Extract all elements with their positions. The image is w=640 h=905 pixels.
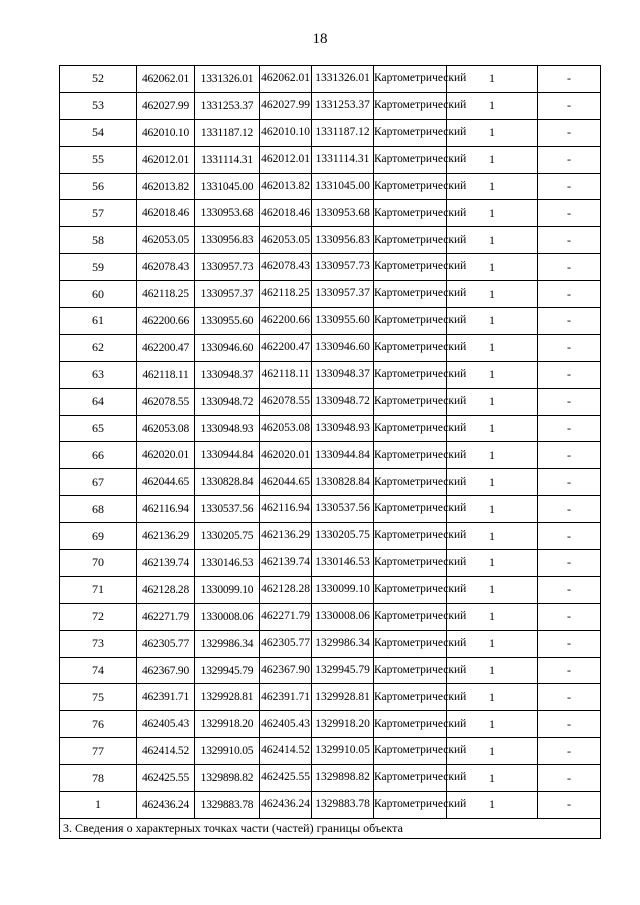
new-x-cell: 462018.46 (260, 200, 312, 227)
table-row (60, 603, 601, 630)
new-x-cell: 462044.65 (260, 469, 312, 496)
table-row (60, 469, 601, 496)
point-number-cell: 66 (60, 442, 137, 469)
point-description-cell: - (538, 173, 601, 200)
method-cell: Картометрический (374, 442, 447, 469)
existing-x-cell: 462116.94 (137, 496, 195, 523)
method-cell: Картометрический (374, 523, 447, 550)
existing-x-cell: 462118.11 (137, 361, 195, 388)
existing-x-cell: 462136.29 (137, 523, 195, 550)
accuracy-cell: 1 (447, 576, 538, 603)
existing-x-cell: 462305.77 (137, 630, 195, 657)
accuracy-cell: 1 (447, 603, 538, 630)
accuracy-cell: 1 (447, 388, 538, 415)
table-row (60, 684, 601, 711)
existing-y-cell: 1330146.53 (195, 550, 260, 577)
new-y-cell: 1331326.01 (312, 66, 374, 93)
point-description-cell: - (538, 442, 601, 469)
method-cell: Картометрический (374, 200, 447, 227)
new-y-cell: 1330948.93 (312, 415, 374, 442)
accuracy-cell: 1 (447, 173, 538, 200)
new-y-cell: 1331187.12 (312, 119, 374, 146)
existing-x-cell: 462078.55 (137, 388, 195, 415)
new-y-cell: 1330944.84 (312, 442, 374, 469)
new-y-cell: 1330948.72 (312, 388, 374, 415)
method-cell: Картометрический (374, 361, 447, 388)
accuracy-cell: 1 (447, 254, 538, 281)
table-row (60, 496, 601, 523)
point-number-cell: 78 (60, 765, 137, 792)
point-description-cell: - (538, 281, 601, 308)
accuracy-cell: 1 (447, 496, 538, 523)
table-row (60, 200, 601, 227)
existing-y-cell: 1331114.31 (195, 146, 260, 173)
accuracy-cell: 1 (447, 146, 538, 173)
existing-y-cell: 1329910.05 (195, 738, 260, 765)
existing-x-cell: 462391.71 (137, 684, 195, 711)
new-x-cell: 462436.24 (260, 792, 312, 819)
accuracy-cell: 1 (447, 523, 538, 550)
point-description-cell: - (538, 254, 601, 281)
new-x-cell: 462271.79 (260, 603, 312, 630)
existing-y-cell: 1331326.01 (195, 66, 260, 93)
new-x-cell: 462078.43 (260, 254, 312, 281)
existing-y-cell: 1329945.79 (195, 657, 260, 684)
section-heading: 3. Сведения о характерных точках части (частей) границы объекта (60, 818, 601, 838)
existing-x-cell: 462425.55 (137, 765, 195, 792)
new-x-cell: 462118.25 (260, 281, 312, 308)
existing-x-cell: 462128.28 (137, 576, 195, 603)
existing-y-cell: 1330948.72 (195, 388, 260, 415)
accuracy-cell: 1 (447, 469, 538, 496)
page-number: 18 (312, 31, 328, 47)
existing-x-cell: 462018.46 (137, 200, 195, 227)
new-y-cell: 1330008.06 (312, 603, 374, 630)
new-x-cell: 462128.28 (260, 576, 312, 603)
table-row (60, 738, 601, 765)
new-y-cell: 1329898.82 (312, 765, 374, 792)
point-number-cell: 59 (60, 254, 137, 281)
existing-y-cell: 1330537.56 (195, 496, 260, 523)
new-x-cell: 462136.29 (260, 523, 312, 550)
existing-x-cell: 462053.08 (137, 415, 195, 442)
new-y-cell: 1329910.05 (312, 738, 374, 765)
new-y-cell: 1330099.10 (312, 576, 374, 603)
existing-y-cell: 1330948.37 (195, 361, 260, 388)
accuracy-cell: 1 (447, 765, 538, 792)
existing-x-cell: 462367.90 (137, 657, 195, 684)
point-number-cell: 75 (60, 684, 137, 711)
new-y-cell: 1330955.60 (312, 308, 374, 335)
table-row (60, 334, 601, 361)
new-x-cell: 462405.43 (260, 711, 312, 738)
new-x-cell: 462200.47 (260, 334, 312, 361)
new-y-cell: 1329945.79 (312, 657, 374, 684)
table-row (60, 119, 601, 146)
existing-y-cell: 1329883.78 (195, 792, 260, 819)
existing-y-cell: 1330008.06 (195, 603, 260, 630)
existing-y-cell: 1330099.10 (195, 576, 260, 603)
existing-x-cell: 462013.82 (137, 173, 195, 200)
point-number-cell: 73 (60, 630, 137, 657)
method-cell: Картометрический (374, 227, 447, 254)
new-y-cell: 1330537.56 (312, 496, 374, 523)
existing-x-cell: 462118.25 (137, 281, 195, 308)
existing-x-cell: 462078.43 (137, 254, 195, 281)
point-description-cell: - (538, 603, 601, 630)
point-number-cell: 76 (60, 711, 137, 738)
method-cell: Картометрический (374, 657, 447, 684)
existing-y-cell: 1331187.12 (195, 119, 260, 146)
point-number-cell: 53 (60, 92, 137, 119)
new-x-cell: 462012.01 (260, 146, 312, 173)
point-number-cell: 54 (60, 119, 137, 146)
table-row (60, 576, 601, 603)
method-cell: Картометрический (374, 738, 447, 765)
point-description-cell: - (538, 66, 601, 93)
new-x-cell: 462053.08 (260, 415, 312, 442)
new-y-cell: 1330205.75 (312, 523, 374, 550)
existing-x-cell: 462012.01 (137, 146, 195, 173)
point-number-cell: 57 (60, 200, 137, 227)
new-x-cell: 462391.71 (260, 684, 312, 711)
point-description-cell: - (538, 119, 601, 146)
accuracy-cell: 1 (447, 281, 538, 308)
point-number-cell: 67 (60, 469, 137, 496)
existing-y-cell: 1330948.93 (195, 415, 260, 442)
point-number-cell: 68 (60, 496, 137, 523)
table-row (60, 388, 601, 415)
existing-x-cell: 462020.01 (137, 442, 195, 469)
table-row (60, 550, 601, 577)
point-number-cell: 74 (60, 657, 137, 684)
table-row (60, 657, 601, 684)
existing-y-cell: 1330957.37 (195, 281, 260, 308)
method-cell: Картометрический (374, 119, 447, 146)
method-cell: Картометрический (374, 146, 447, 173)
new-x-cell: 462053.05 (260, 227, 312, 254)
accuracy-cell: 1 (447, 227, 538, 254)
existing-x-cell: 462200.47 (137, 334, 195, 361)
point-number-cell: 63 (60, 361, 137, 388)
point-description-cell: - (538, 334, 601, 361)
table-row (60, 711, 601, 738)
new-x-cell: 462118.11 (260, 361, 312, 388)
point-number-cell: 65 (60, 415, 137, 442)
existing-y-cell: 1330944.84 (195, 442, 260, 469)
table-row (60, 765, 601, 792)
accuracy-cell: 1 (447, 792, 538, 819)
table-row (60, 146, 601, 173)
point-description-cell: - (538, 684, 601, 711)
section-footer-row (60, 818, 601, 838)
accuracy-cell: 1 (447, 657, 538, 684)
accuracy-cell: 1 (447, 442, 538, 469)
method-cell: Картометрический (374, 792, 447, 819)
table-row (60, 92, 601, 119)
table-row (60, 792, 601, 819)
point-description-cell: - (538, 657, 601, 684)
point-description-cell: - (538, 576, 601, 603)
table-row (60, 281, 601, 308)
accuracy-cell: 1 (447, 66, 538, 93)
table-row (60, 66, 601, 93)
new-y-cell: 1330953.68 (312, 200, 374, 227)
new-y-cell: 1330948.37 (312, 361, 374, 388)
point-number-cell: 77 (60, 738, 137, 765)
method-cell: Картометрический (374, 92, 447, 119)
point-description-cell: - (538, 711, 601, 738)
new-y-cell: 1329883.78 (312, 792, 374, 819)
point-description-cell: - (538, 415, 601, 442)
new-x-cell: 462062.01 (260, 66, 312, 93)
point-description-cell: - (538, 630, 601, 657)
accuracy-cell: 1 (447, 92, 538, 119)
new-x-cell: 462013.82 (260, 173, 312, 200)
existing-x-cell: 462200.66 (137, 308, 195, 335)
method-cell: Картометрический (374, 334, 447, 361)
method-cell: Картометрический (374, 308, 447, 335)
existing-x-cell: 462414.52 (137, 738, 195, 765)
point-description-cell: - (538, 469, 601, 496)
new-y-cell: 1330946.60 (312, 334, 374, 361)
existing-y-cell: 1329898.82 (195, 765, 260, 792)
point-number-cell: 58 (60, 227, 137, 254)
table-row (60, 415, 601, 442)
new-x-cell: 462305.77 (260, 630, 312, 657)
method-cell: Картометрический (374, 173, 447, 200)
point-number-cell: 72 (60, 603, 137, 630)
method-cell: Картометрический (374, 765, 447, 792)
method-cell: Картометрический (374, 684, 447, 711)
existing-x-cell: 462044.65 (137, 469, 195, 496)
accuracy-cell: 1 (447, 550, 538, 577)
method-cell: Картометрический (374, 711, 447, 738)
existing-x-cell: 462010.10 (137, 119, 195, 146)
new-y-cell: 1330146.53 (312, 550, 374, 577)
accuracy-cell: 1 (447, 361, 538, 388)
method-cell: Картометрический (374, 576, 447, 603)
point-number-cell: 69 (60, 523, 137, 550)
point-description-cell: - (538, 765, 601, 792)
existing-x-cell: 462405.43 (137, 711, 195, 738)
point-description-cell: - (538, 146, 601, 173)
existing-y-cell: 1329986.34 (195, 630, 260, 657)
new-y-cell: 1331045.00 (312, 173, 374, 200)
existing-x-cell: 462053.05 (137, 227, 195, 254)
table-row (60, 227, 601, 254)
existing-x-cell: 462027.99 (137, 92, 195, 119)
point-number-cell: 70 (60, 550, 137, 577)
existing-y-cell: 1330955.60 (195, 308, 260, 335)
existing-y-cell: 1330957.73 (195, 254, 260, 281)
new-x-cell: 462010.10 (260, 119, 312, 146)
point-description-cell: - (538, 738, 601, 765)
point-number-cell: 60 (60, 281, 137, 308)
method-cell: Картометрический (374, 550, 447, 577)
new-x-cell: 462425.55 (260, 765, 312, 792)
new-y-cell: 1331253.37 (312, 92, 374, 119)
point-description-cell: - (538, 550, 601, 577)
new-y-cell: 1329928.81 (312, 684, 374, 711)
method-cell: Картометрический (374, 66, 447, 93)
point-number-cell: 62 (60, 334, 137, 361)
point-description-cell: - (538, 200, 601, 227)
point-number-cell: 52 (60, 66, 137, 93)
point-description-cell: - (538, 496, 601, 523)
method-cell: Картометрический (374, 469, 447, 496)
existing-x-cell: 462062.01 (137, 66, 195, 93)
point-description-cell: - (538, 92, 601, 119)
method-cell: Картометрический (374, 603, 447, 630)
point-description-cell: - (538, 523, 601, 550)
point-number-cell: 71 (60, 576, 137, 603)
method-cell: Картометрический (374, 281, 447, 308)
table-row (60, 523, 601, 550)
existing-y-cell: 1330205.75 (195, 523, 260, 550)
point-description-cell: - (538, 792, 601, 819)
accuracy-cell: 1 (447, 334, 538, 361)
table-row (60, 361, 601, 388)
existing-y-cell: 1330956.83 (195, 227, 260, 254)
existing-y-cell: 1329918.20 (195, 711, 260, 738)
new-y-cell: 1329918.20 (312, 711, 374, 738)
point-number-cell: 55 (60, 146, 137, 173)
existing-y-cell: 1329928.81 (195, 684, 260, 711)
new-x-cell: 462139.74 (260, 550, 312, 577)
table-row (60, 630, 601, 657)
existing-y-cell: 1331253.37 (195, 92, 260, 119)
new-x-cell: 462200.66 (260, 308, 312, 335)
point-number-cell: 56 (60, 173, 137, 200)
existing-x-cell: 462139.74 (137, 550, 195, 577)
point-description-cell: - (538, 308, 601, 335)
point-number-cell: 64 (60, 388, 137, 415)
accuracy-cell: 1 (447, 711, 538, 738)
new-y-cell: 1330957.73 (312, 254, 374, 281)
accuracy-cell: 1 (447, 684, 538, 711)
point-number-cell: 1 (60, 792, 137, 819)
table-row (60, 254, 601, 281)
method-cell: Картометрический (374, 388, 447, 415)
table-row (60, 308, 601, 335)
new-x-cell: 462078.55 (260, 388, 312, 415)
new-y-cell: 1329986.34 (312, 630, 374, 657)
accuracy-cell: 1 (447, 200, 538, 227)
coordinates-table (59, 65, 601, 839)
existing-y-cell: 1330946.60 (195, 334, 260, 361)
accuracy-cell: 1 (447, 415, 538, 442)
accuracy-cell: 1 (447, 630, 538, 657)
point-number-cell: 61 (60, 308, 137, 335)
new-x-cell: 462414.52 (260, 738, 312, 765)
method-cell: Картометрический (374, 415, 447, 442)
existing-x-cell: 462271.79 (137, 603, 195, 630)
new-x-cell: 462116.94 (260, 496, 312, 523)
existing-y-cell: 1330828.84 (195, 469, 260, 496)
table-row (60, 442, 601, 469)
new-y-cell: 1331114.31 (312, 146, 374, 173)
table-row (60, 173, 601, 200)
new-x-cell: 462367.90 (260, 657, 312, 684)
accuracy-cell: 1 (447, 308, 538, 335)
new-y-cell: 1330956.83 (312, 227, 374, 254)
accuracy-cell: 1 (447, 738, 538, 765)
method-cell: Картометрический (374, 254, 447, 281)
accuracy-cell: 1 (447, 119, 538, 146)
new-x-cell: 462020.01 (260, 442, 312, 469)
point-description-cell: - (538, 388, 601, 415)
method-cell: Картометрический (374, 496, 447, 523)
existing-x-cell: 462436.24 (137, 792, 195, 819)
existing-y-cell: 1331045.00 (195, 173, 260, 200)
new-y-cell: 1330957.37 (312, 281, 374, 308)
existing-y-cell: 1330953.68 (195, 200, 260, 227)
method-cell: Картометрический (374, 630, 447, 657)
new-x-cell: 462027.99 (260, 92, 312, 119)
point-description-cell: - (538, 361, 601, 388)
point-description-cell: - (538, 227, 601, 254)
new-y-cell: 1330828.84 (312, 469, 374, 496)
